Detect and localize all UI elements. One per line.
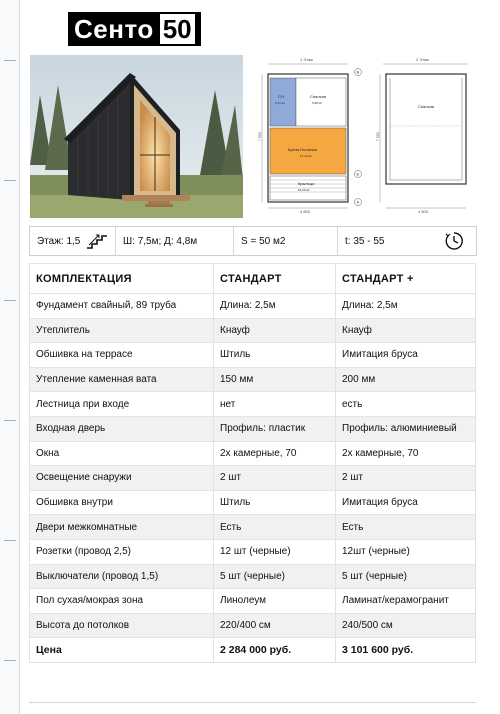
row-standard-plus: есть <box>336 392 476 417</box>
table-row <box>30 318 476 343</box>
row-standard: 2 шт <box>214 466 336 491</box>
floor-1-plan <box>258 57 362 214</box>
table-row <box>30 564 476 589</box>
row-standard-plus: 2 шт <box>336 466 476 491</box>
row-standard: 220/400 см <box>214 613 336 638</box>
row-label: Двери межкомнатные <box>30 515 214 540</box>
row-standard: Длина: 2,5м <box>214 294 336 319</box>
table-row <box>30 441 476 466</box>
row-standard: Профиль: пластик <box>214 416 336 441</box>
floor1-height: 7 500 <box>258 132 262 141</box>
row-standard: 2х камерные, 70 <box>214 441 336 466</box>
room-porch-area: 10,20 м² <box>298 188 310 192</box>
axis-a: А <box>356 199 360 205</box>
table-row <box>30 515 476 540</box>
room-bedroom-label: Спальня <box>310 94 327 99</box>
room-bath-area: 3,71 м² <box>275 101 285 105</box>
row-label: Обшивка на террасе <box>30 343 214 368</box>
floors-cell <box>30 227 116 255</box>
page-title <box>68 12 201 46</box>
house-photo <box>30 55 243 218</box>
area-value: S = 50 м2 <box>241 235 286 247</box>
strip-divider <box>4 660 16 661</box>
floor-2-plan <box>376 57 468 214</box>
table-row <box>30 613 476 638</box>
row-standard-plus: 2х камерные, 70 <box>336 441 476 466</box>
table-row <box>30 466 476 491</box>
row-label: Розетки (провод 2,5) <box>30 539 214 564</box>
stairs-icon <box>86 233 108 249</box>
row-standard: Штиль <box>214 490 336 515</box>
row-standard-plus: Длина: 2,5м <box>336 294 476 319</box>
area-cell <box>234 227 338 255</box>
row-standard: Линолеум <box>214 589 336 614</box>
side-strip <box>0 0 20 714</box>
dimensions-cell <box>116 227 234 255</box>
room-bath-label: С/У <box>278 94 285 99</box>
row-standard-plus: 12шт (черные) <box>336 539 476 564</box>
table-row <box>30 416 476 441</box>
table-header-row <box>30 264 476 294</box>
info-bar <box>29 226 477 256</box>
floor2-label: 2 Этаж <box>416 57 429 62</box>
floor-plans <box>258 56 478 214</box>
floor2-height: 7 500 <box>376 132 380 141</box>
row-standard-plus: 240/500 см <box>336 613 476 638</box>
room-porch-label: Крыльцо <box>298 181 315 186</box>
title-number: 50 <box>160 14 195 44</box>
price-label: Цена <box>30 638 214 663</box>
row-standard-plus: Имитация бруса <box>336 343 476 368</box>
room-bedroom-area: 5,08 м² <box>312 101 322 105</box>
row-standard-plus: Есть <box>336 515 476 540</box>
bottom-divider <box>29 702 476 703</box>
row-standard-plus: Имитация бруса <box>336 490 476 515</box>
strip-divider <box>4 420 16 421</box>
table-row <box>30 343 476 368</box>
room-kitchen-label: Кухня-Гостиная <box>288 147 317 152</box>
clock-icon <box>444 231 464 251</box>
time-cell <box>338 227 476 255</box>
row-standard: 12 шт (черные) <box>214 539 336 564</box>
row-label: Утепление каменная вата <box>30 367 214 392</box>
row-standard: Кнауф <box>214 318 336 343</box>
floor2-width: 4 800 <box>418 209 429 214</box>
title-name: Сенто <box>74 13 154 44</box>
header-standard: СТАНДАРТ <box>214 264 336 294</box>
strip-divider <box>4 300 16 301</box>
room-kitchen-area: 17,13 м² <box>300 154 312 158</box>
row-standard-plus: Профиль: алюминиевый <box>336 416 476 441</box>
room-bedroom2-label: Спальня <box>418 104 435 109</box>
row-label: Выключатели (провод 1,5) <box>30 564 214 589</box>
strip-divider <box>4 60 16 61</box>
floor1-width: 4 800 <box>300 209 311 214</box>
row-standard-plus: Кнауф <box>336 318 476 343</box>
floors-value: Этаж: 1,5 <box>37 235 81 247</box>
axis-b: Б <box>356 171 360 177</box>
row-label: Освещение снаружи <box>30 466 214 491</box>
row-label: Утеплитель <box>30 318 214 343</box>
axis-v: В <box>356 69 360 75</box>
table-row <box>30 490 476 515</box>
row-standard: нет <box>214 392 336 417</box>
table-row <box>30 539 476 564</box>
spec-table <box>29 263 476 663</box>
strip-divider <box>4 180 16 181</box>
row-standard-plus: 200 мм <box>336 367 476 392</box>
row-label: Высота до потолков <box>30 613 214 638</box>
time-value: t: 35 - 55 <box>345 235 385 247</box>
row-label: Обшивка внутри <box>30 490 214 515</box>
row-label: Фундамент свайный, 89 труба <box>30 294 214 319</box>
row-standard-plus: Ламинат/керамогранит <box>336 589 476 614</box>
table-row <box>30 294 476 319</box>
header-standard-plus: СТАНДАРТ + <box>336 264 476 294</box>
row-standard: Есть <box>214 515 336 540</box>
row-standard: Штиль <box>214 343 336 368</box>
row-standard-plus: 5 шт (черные) <box>336 564 476 589</box>
row-label: Пол сухая/мокрая зона <box>30 589 214 614</box>
header-komplektaciya: КОМПЛЕКТАЦИЯ <box>30 264 214 294</box>
price-standard-plus: 3 101 600 руб. <box>336 638 476 663</box>
price-row <box>30 638 476 663</box>
table-row <box>30 589 476 614</box>
price-standard: 2 284 000 руб. <box>214 638 336 663</box>
table-row <box>30 392 476 417</box>
table-row <box>30 367 476 392</box>
row-standard: 5 шт (черные) <box>214 564 336 589</box>
row-label: Лестница при входе <box>30 392 214 417</box>
row-standard: 150 мм <box>214 367 336 392</box>
row-label: Входная дверь <box>30 416 214 441</box>
dimensions-value: Ш: 7,5м; Д: 4,8м <box>123 235 198 247</box>
row-label: Окна <box>30 441 214 466</box>
floor1-label: 1 Этаж <box>300 57 313 62</box>
strip-divider <box>4 540 16 541</box>
